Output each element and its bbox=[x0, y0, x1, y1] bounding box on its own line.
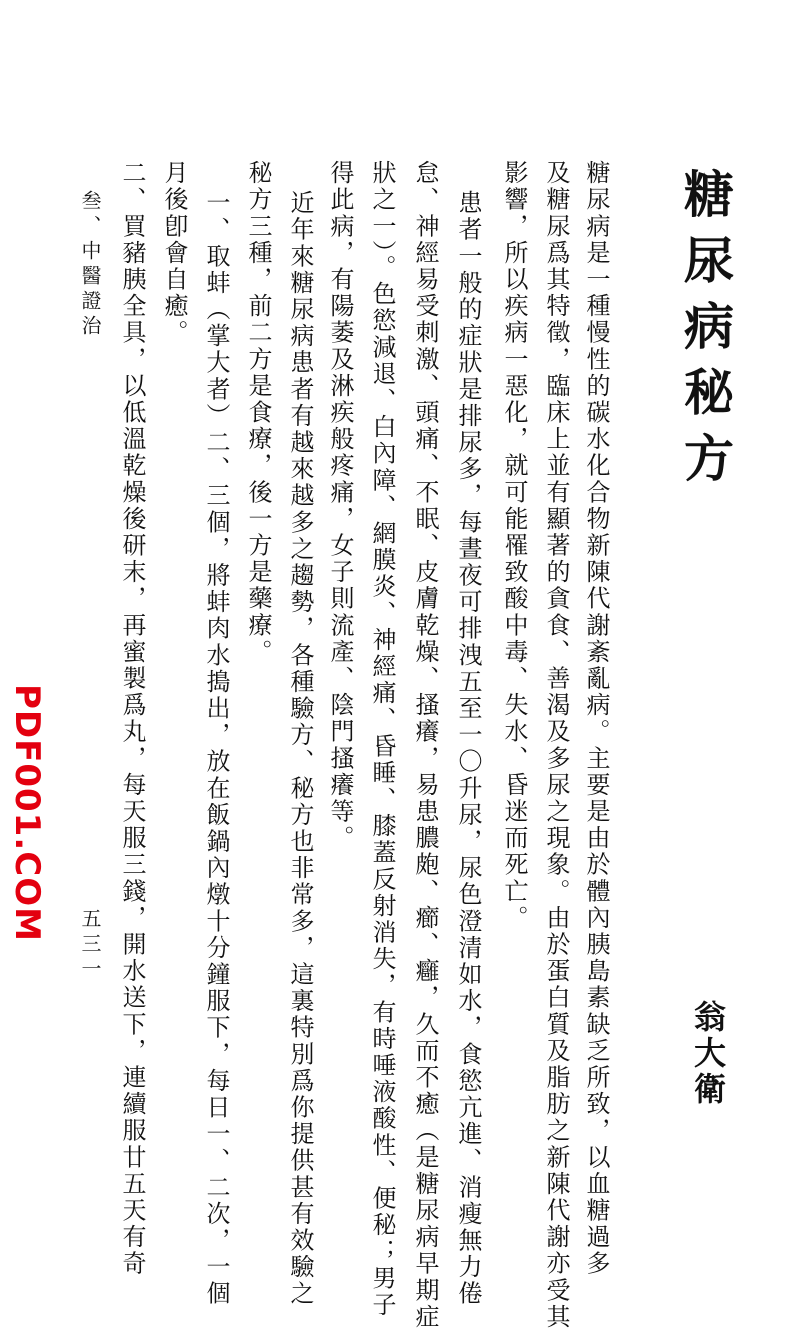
body-line-2: 及糖尿爲其特徵，臨床上並有顯著的貪食、善渴及多尿之現象。由於蛋白質及脂肪之新陳代謝亦受其 bbox=[542, 160, 570, 1330]
article-title: 糖尿病秘方 bbox=[676, 168, 735, 498]
body-line-7: 得此病，有陽萎及淋疾般疼痛，女子則流產、陰門搔癢等。 bbox=[326, 160, 354, 852]
body-line-4: 患者一般的症狀是排尿多，每晝夜可排洩五至一〇升尿，尿色澄清如水，食慾亢進、消瘦無力倦 bbox=[454, 190, 482, 1308]
author-name: 翁大衛 bbox=[689, 1000, 727, 1108]
footer-section-label: 叁、中醫證治 bbox=[78, 190, 102, 340]
body-line-12: 二、買豬胰全具，以低溫乾燥後研末，再蜜製爲丸，每天服三錢，開水送下，連續服廿五天有奇 bbox=[118, 160, 146, 1278]
body-line-1: 糖尿病是一種慢性的碳水化合物新陳代謝紊亂病。主要是由於體內胰島素缺乏所致，以血糖過多 bbox=[582, 160, 610, 1278]
body-line-5: 怠、神經易受刺激、頭痛、不眠、皮膚乾燥、搔癢，易患膿皰、癤、癰，久而不癒（是糖尿病早期症 bbox=[411, 160, 439, 1330]
body-line-11: 月後卽會自癒。 bbox=[160, 160, 188, 347]
body-line-3: 影響，所以疾病一惡化，就可能罹致酸中毒、失水、昏迷而死亡。 bbox=[500, 160, 528, 932]
watermark-logo: PDF001.COM bbox=[7, 684, 47, 942]
body-line-8: 近年來糖尿病患者有越來越多之趨勢，各種驗方、秘方也非常多，這裏特別爲你提供甚有效驗之 bbox=[286, 190, 314, 1308]
body-line-6: 狀之一）。色慾減退、白內障、網膜炎、神經痛、昏睡、膝蓋反射消失，有時唾液酸性、便秘；男子 bbox=[368, 160, 396, 1319]
page-number: 五三一 bbox=[78, 908, 102, 983]
body-line-9: 秘方三種，前二方是食療，後一方是藥療。 bbox=[244, 160, 272, 666]
body-line-10: 一、取蚌（掌大者）二、三個，將蚌肉水搗出，放在飯鍋內燉十分鐘服下，每日一、二次，一個 bbox=[202, 190, 230, 1308]
